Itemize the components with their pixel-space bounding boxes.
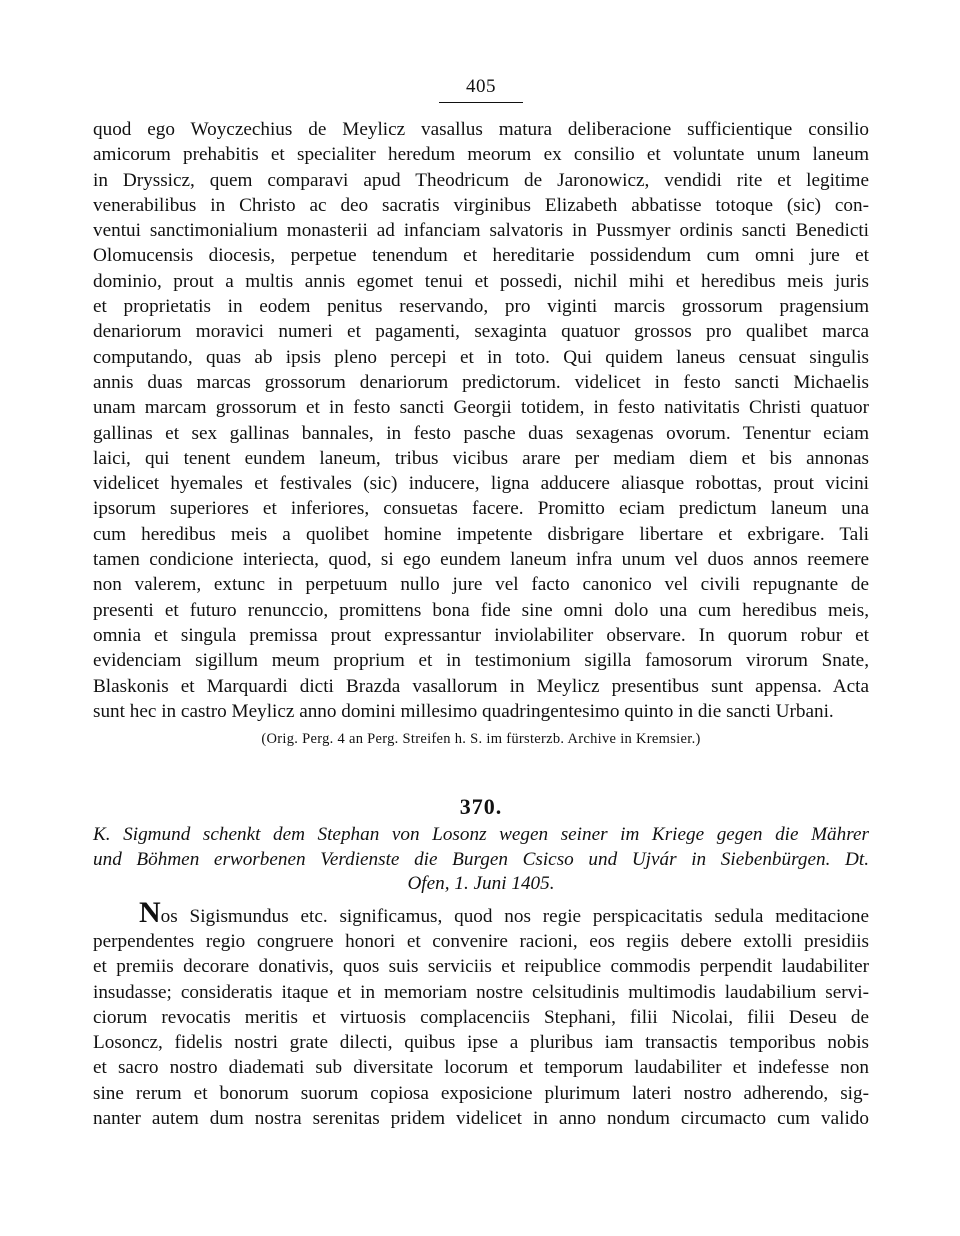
regest-line: Ofen, 1. Juni 1405. bbox=[407, 873, 555, 895]
regest-line: K. Sigmund schenkt dem Stephan von Losonz wegen seiner im Kriege gegen die Mährer bbox=[93, 824, 869, 846]
text-line: laici, qui tenent eundem laneum, tribus vicibus arare per mediam diem et bis annonas bbox=[93, 447, 869, 469]
text-line: ciorum revocatis meritis et virtuosis complacenciis Stephani, filii Nicolai, filii Deseu de bbox=[93, 1006, 869, 1028]
text-line: non valerem, extunc in perpetuum nullo jure vel facto canonico vel civili repugnante de bbox=[93, 574, 869, 596]
text-line: tamen condicione interiecta, quod, si ego eundem laneum infra unum vel duos annos reemere bbox=[93, 549, 869, 571]
document-regest bbox=[93, 823, 869, 897]
text-line: Olomucensis diocesis, perpetue tenendum et hereditarie possidendum cum omni jure et bbox=[93, 245, 869, 267]
text-line: ipsorum superiores et inferiores, consuetas facere. Promitto eciam predictum laneum una bbox=[93, 498, 869, 520]
text-line: ventui sanctimonialium monasterii ad infanciam salvatoris in Pussmyer ordinis sancti Benedicti bbox=[93, 220, 869, 242]
text-line: quod ego Woyczechius de Meylicz vasallus matura deliberacione sufficientique consilio bbox=[93, 119, 869, 140]
text-line: Blaskonis et Marquardi dicti Brazda vasallorum in Meylicz presentibus sunt appensa. Acta bbox=[93, 675, 869, 697]
text-line: perpendentes regio congruere honori et convenire racioni, eos regiis debere extolli presidiis bbox=[93, 930, 869, 952]
previous-document-text bbox=[93, 117, 869, 724]
text-line: cum heredibus meis a quolibet homine impetente disbrigare libertare et exbrigare. Tali bbox=[93, 523, 869, 545]
text-line: sunt hec in castro Meylicz anno domini millesimo quadringentesimo quinto in die sancti Urbani. bbox=[93, 700, 834, 722]
text-line: unam marcam grossorum et in festo sancti Georgii totidem, in festo nativitatis Christi quatuor bbox=[93, 397, 869, 419]
first-text-line bbox=[93, 895, 869, 929]
text-line: amicorum prehabitis et specialiter heredum meorum ex consilio et voluntate unum laneum bbox=[93, 144, 869, 166]
document-number: 370. bbox=[459, 794, 503, 820]
text-line: et proprietatis in eodem penitus reservando, pro viginti marcis grossorum pragensium bbox=[93, 296, 869, 318]
text-line: sine rerum et bonorum suorum copiosa exposicione plurimum lateri nostro adherendo, sig- bbox=[93, 1082, 869, 1104]
text-line: venerabilibus in Christo ac deo sacratis virginibus Elizabeth abbatisse totoque (sic) con- bbox=[93, 194, 869, 216]
source-note: (Orig. Perg. 4 an Perg. Streifen h. S. im fürsterzb. Archive in Kremsier.) bbox=[261, 731, 701, 748]
text-line: in Dryssicz, quem comparavi apud Theodricum de Jaronowicz, vendidi rite et legitime bbox=[93, 169, 869, 191]
text-line: et premiis decorare donativis, quos suis serviciis et reipublice commodis perpendit laudabiliter bbox=[93, 956, 869, 978]
text-line: computando, quas ab ipsis pleno percepi et in toto. Qui quidem laneus censuat singulis bbox=[93, 346, 869, 368]
text-line: et sacro nostro diademati sub diversitate locorum et temporum laudabiliter et indefesse non bbox=[93, 1057, 869, 1079]
text-line: insudasse; consideratis itaque et in memoriam nostre celsitudinis multimodis laudabilium servi- bbox=[93, 981, 869, 1003]
text-line: annis duas marcas grossorum denariorum predictorum. videlicet in festo sancti Michaelis bbox=[93, 371, 869, 393]
page-number: 405 bbox=[466, 76, 496, 97]
text-line: presenti et futuro renunccio, promittens bona fide sine omni dolo una cum heredibus meis, bbox=[93, 599, 869, 621]
text-line: gallinas et sex gallinas bannales, in festo pasche duas sexagenas ovorum. Tenentur eciam bbox=[93, 422, 869, 444]
document-text bbox=[93, 895, 869, 1132]
text-line: omnia et singula premissa prout expressantur inviolabiliter observare. In quorum robur et bbox=[93, 624, 869, 646]
initial-letter: N bbox=[139, 895, 161, 929]
regest-line: und Böhmen erworbenen Verdienste die Burgen Csicso und Ujvár in Siebenbürgen. Dt. bbox=[93, 848, 869, 870]
text-line: Losoncz, fidelis nostri grate dilecti, quibus ipse a pluribus iam transactis temporibus nobis bbox=[93, 1032, 869, 1054]
text-line: videlicet hyemales et festivales (sic) inducere, ligna adducere aliasque robottas, prout vicini bbox=[93, 473, 869, 495]
text-line: dominio, prout a multis annis egomet tenui et possedi, nichil mihi et heredibus meis juris bbox=[93, 270, 869, 292]
text-line: denariorum moravici numeri et pagamenti, sexaginta quatuor grossos pro qualibet marca bbox=[93, 321, 869, 343]
first-line-text: os Sigismundus etc. significamus, quod nos regie perspicacitatis sedula meditacione bbox=[160, 905, 869, 927]
document-page bbox=[93, 76, 869, 1131]
text-line: evidenciam sigillum meum proprium et in testimonium sigilla famosorum virorum Snate, bbox=[93, 650, 869, 672]
page-number-rule bbox=[439, 102, 523, 103]
text-line: nanter autem dum nostra serenitas pridem videlicet in anno nondum circumacto cum valido bbox=[93, 1108, 869, 1129]
